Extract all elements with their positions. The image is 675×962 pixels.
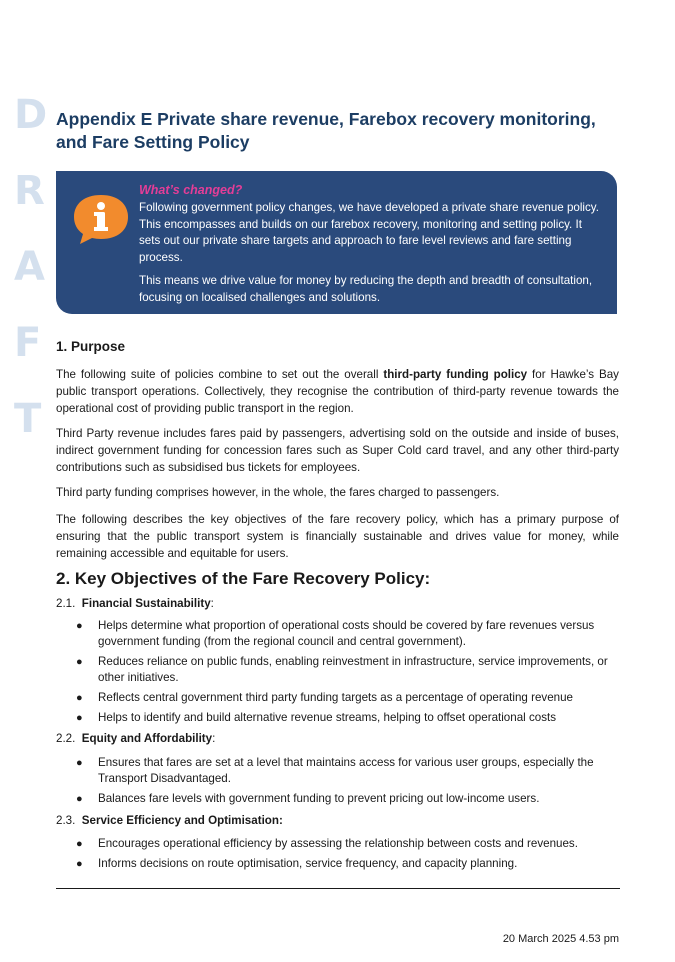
list-item-text: Helps determine what proportion of operational costs should be covered by fare revenues versus government funding (from the regional council and central government). — [98, 619, 595, 648]
list-item-text: Helps to identify and build alternative revenue streams, helping to offset operational costs — [98, 711, 557, 724]
subsection-tail: : — [212, 732, 216, 745]
whats-changed-callout — [56, 171, 617, 314]
purpose-paragraph: Third party funding comprises however, in the whole, the fares charged to passengers. — [56, 486, 500, 499]
list-item — [56, 618, 616, 650]
bullet-list — [56, 755, 616, 811]
list-item — [56, 654, 616, 686]
callout-body — [139, 200, 603, 313]
list-item-text: Reduces reliance on public funds, enabling reinvestment in infrastructure, service improvements, or other initiatives. — [98, 655, 608, 684]
subsection-number: 2.1. — [56, 597, 76, 610]
subsection-heading — [56, 732, 215, 745]
purpose-paragraph: Third Party revenue includes fares paid by passengers, advertising sold on the outside and inside of buses, indirect government funding for concession fares such as Super Cold card travel, and any other third-party contributions such as subsidised bus tickets for employees. — [56, 427, 619, 474]
subsection-tail: : — [210, 597, 214, 610]
watermark-letter: A — [14, 244, 45, 290]
subsection-heading — [56, 597, 214, 610]
objectives-heading: 2. Key Objectives of the Fare Recovery Policy: — [56, 569, 431, 588]
bold-term: third-party funding policy — [383, 368, 528, 381]
list-item-text: Ensures that fares are set at a level that maintains access for various user groups, especially the Transport Disadvantaged. — [98, 756, 594, 785]
bullet-list — [56, 836, 616, 876]
text-run: for Hawke’s Bay public transport operations. Collectively, they recognise the contribution of third-party revenue towards the operational cost of providing public transport in the region. — [56, 368, 619, 415]
bullet-icon: ● — [76, 692, 83, 704]
list-item — [56, 791, 616, 807]
subsection-heading — [56, 814, 283, 827]
subsection-title: Financial Sustainability — [81, 597, 211, 610]
page-title: Appendix E Private share revenue, Farebox recovery monitoring, and Fare Setting Policy — [56, 109, 596, 152]
subsection-number: 2.3. — [56, 814, 76, 827]
subsection-number: 2.2. — [56, 732, 76, 745]
callout-heading: What’s changed? — [139, 183, 243, 197]
subsection-title: Equity and Affordability — [81, 732, 213, 745]
list-item — [56, 856, 616, 872]
purpose-paragraph — [56, 366, 619, 417]
bullet-icon: ● — [76, 656, 83, 668]
list-item-text: Encourages operational efficiency by assessing the relationship between costs and revenues. — [98, 837, 578, 850]
list-item — [56, 690, 616, 706]
list-item — [56, 710, 616, 726]
list-item — [56, 836, 616, 852]
watermark-letter: R — [14, 168, 45, 214]
footer-timestamp: 20 March 2025 4.53 pm — [502, 933, 619, 945]
subsection-title: Service Efficiency and Optimisation: — [81, 814, 283, 827]
bullet-icon: ● — [76, 620, 83, 632]
list-item-text: Balances fare levels with government funding to prevent pricing out low-income users. — [98, 792, 540, 805]
purpose-paragraph: The following describes the key objectives of the fare recovery policy, which has a primary purpose of ensuring that the public transport system is financially sustainable and drives value for money, while remaining accessible and equitable for users. — [56, 513, 619, 560]
callout-paragraph: Following government policy changes, we have developed a private share revenue policy. This encompasses and builds on our farebox recovery, monitoring and setting policy. It sets out our private share targets and approach to fare level reviews and fare setting process. — [139, 201, 599, 264]
text-run: The following suite of policies combine to set out the overall — [56, 368, 384, 381]
draft-watermark — [14, 92, 54, 475]
watermark-letter: T — [14, 396, 42, 442]
callout-paragraph: This means we drive value for money by reducing the depth and breadth of consultation, focusing on localised challenges and solutions. — [139, 274, 593, 304]
bullet-icon: ● — [76, 757, 83, 769]
footer-divider — [56, 888, 620, 889]
bullet-list — [56, 618, 616, 730]
list-item-text: Reflects central government third party funding targets as a percentage of operating revenue — [98, 691, 573, 704]
bullet-icon: ● — [76, 793, 83, 805]
watermark-letter: F — [14, 320, 42, 366]
watermark-letter: D — [14, 92, 48, 138]
list-item-text: Informs decisions on route optimisation, service frequency, and capacity planning. — [98, 857, 518, 870]
purpose-heading: 1. Purpose — [56, 339, 126, 354]
bullet-icon: ● — [76, 838, 83, 850]
info-icon — [72, 193, 130, 245]
list-item — [56, 755, 616, 787]
bullet-icon: ● — [76, 858, 83, 870]
bullet-icon: ● — [76, 712, 83, 724]
